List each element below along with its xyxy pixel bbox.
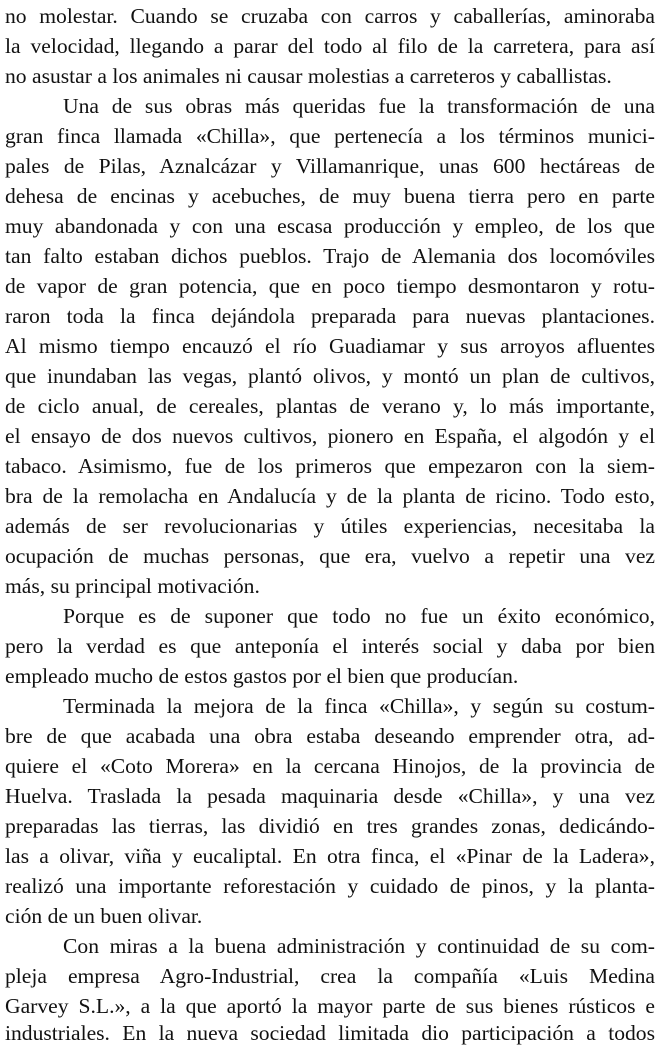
text-line: pleja empresa Agro-Industrial, crea la compañía «Luis Medina <box>5 964 655 988</box>
text-line: de ciclo anual, de cereales, plantas de verano y, lo más importante, <box>5 394 655 418</box>
text-line: las a olivar, viña y eucaliptal. En otra finca, el «Pinar de la Ladera», <box>5 844 655 868</box>
text-line: gran finca llamada «Chilla», que pertenecía a los términos munici- <box>5 124 655 148</box>
text-line: empleado mucho de estos gastos por el bien que producían. <box>5 664 519 688</box>
text-line: Porque es de suponer que todo no fue un éxito económico, <box>63 604 655 628</box>
text-line: realizó una importante reforestación y cuidado de pinos, y la planta- <box>5 874 655 898</box>
text-line: Con miras a la buena administración y continuidad de su com- <box>63 934 655 958</box>
text-line: muy abandonada y con una escasa producción y empleo, de los que <box>5 214 655 238</box>
text-line: además de ser revolucionarias y útiles experiencias, necesitaba la <box>5 514 655 538</box>
text-line: bre de que acabada una obra estaba deseando emprender otra, ad- <box>5 724 655 748</box>
text-line: Una de sus obras más queridas fue la transformación de una <box>63 94 655 118</box>
text-line: pero la verdad es que anteponía el interés social y daba por bien <box>5 634 655 658</box>
text-line: el ensayo de dos nuevos cultivos, pionero en España, el algodón y el <box>5 424 655 448</box>
text-line: tabaco. Asimismo, fue de los primeros que empezaron con la siem- <box>5 454 655 478</box>
text-line: pales de Pilas, Aznalcázar y Villamanrique, unas 600 hectáreas de <box>5 154 655 178</box>
text-line: ocupación de muchas personas, que era, vuelvo a repetir una vez <box>5 544 655 568</box>
text-line: quiere el «Coto Morera» en la cercana Hinojos, de la provincia de <box>5 754 655 778</box>
text-line: Terminada la mejora de la finca «Chilla», y según su costum- <box>63 694 655 718</box>
text-line: ción de un buen olivar. <box>5 904 203 928</box>
text-line: bra de la remolacha en Andalucía y de la planta de ricino. Todo esto, <box>5 484 655 508</box>
text-line: raron toda la finca dejándola preparada para nuevas plantaciones. <box>5 304 655 328</box>
text-line: Al mismo tiempo encauzó el río Guadiamar y sus arroyos afluentes <box>5 334 655 358</box>
text-line: no molestar. Cuando se cruzaba con carros y caballerías, aminoraba <box>5 4 655 28</box>
text-line: que inundaban las vegas, plantó olivos, y montó un plan de cultivos, <box>5 364 655 388</box>
text-line: Garvey S.L.», a la que aportó la mayor parte de sus bienes rústicos e <box>5 994 655 1018</box>
text-line: dehesa de encinas y acebuches, de muy buena tierra pero en parte <box>5 184 655 208</box>
text-line: no asustar a los animales ni causar molestias a carreteros y caballistas. <box>5 64 612 88</box>
text-line: la velocidad, llegando a parar del todo al filo de la carretera, para así <box>5 34 655 58</box>
text-line: de vapor de gran potencia, que en poco tiempo desmontaron y rotu- <box>5 274 655 298</box>
text-line: preparadas las tierras, las dividió en tres grandes zonas, dedicándo- <box>5 814 655 838</box>
text-line: industriales. En la nueva sociedad limitada dio participación a todos <box>5 1021 655 1045</box>
text-line: más, su principal motivación. <box>5 574 260 598</box>
text-line: Huelva. Traslada la pesada maquinaria desde «Chilla», y una vez <box>5 784 655 808</box>
text-line: tan falto estaban dichos pueblos. Trajo de Alemania dos locomóviles <box>5 244 655 268</box>
